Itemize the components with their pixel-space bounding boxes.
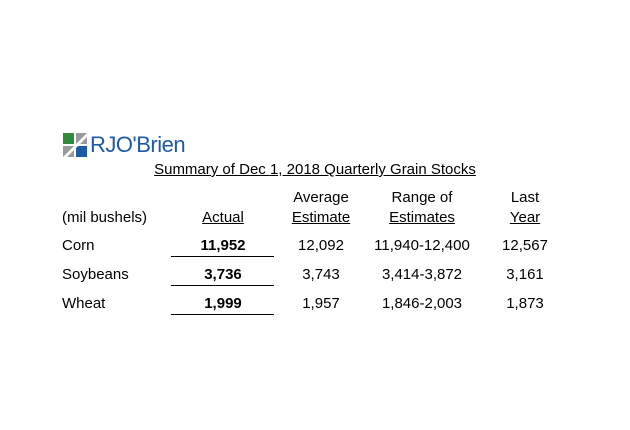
row-wheat-actual-rule xyxy=(171,314,274,315)
row-wheat-name: Wheat xyxy=(62,295,106,312)
header-last-line1: Last xyxy=(510,189,540,206)
row-corn-last: 12,567 xyxy=(502,237,548,254)
row-corn-range: 11,940-12,400 xyxy=(374,237,470,254)
logo-brien: 'Brien xyxy=(132,132,186,157)
row-soybeans-actual-rule xyxy=(171,285,274,286)
page-title xyxy=(0,161,630,179)
header-average-line2: Estimate xyxy=(291,209,351,226)
header-range-line1: Range of xyxy=(391,189,453,206)
row-soybeans-average: 3,743 xyxy=(302,266,340,283)
row-soybeans-range: 3,414-3,872 xyxy=(381,266,463,283)
row-soybeans-actual: 3,736 xyxy=(204,266,242,283)
rjo-brien-logo-icon xyxy=(63,133,87,157)
row-wheat-actual: 1,999 xyxy=(204,295,242,312)
row-corn-name: Corn xyxy=(62,237,95,254)
unit-label: (mil bushels) xyxy=(62,209,148,226)
row-wheat-average: 1,957 xyxy=(302,295,340,312)
header-range-line2: Estimates xyxy=(389,209,455,226)
rjo-brien-logo xyxy=(63,131,185,159)
header-average-line1: Average xyxy=(293,189,349,206)
row-corn-actual-rule xyxy=(171,256,274,257)
row-soybeans-last: 3,161 xyxy=(506,266,544,283)
logo-rjo: RJO xyxy=(90,132,133,157)
page-title-text: Summary of Dec 1, 2018 Quarterly Grain Stocks xyxy=(154,161,476,178)
row-soybeans-name: Soybeans xyxy=(62,266,129,283)
row-corn-actual: 11,952 xyxy=(200,237,246,254)
row-wheat-range: 1,846-2,003 xyxy=(381,295,463,312)
logo-wordmark xyxy=(90,133,185,157)
row-corn-average: 12,092 xyxy=(298,237,344,254)
header-last-line2: Year xyxy=(509,209,541,226)
header-actual: Actual xyxy=(202,209,244,226)
row-wheat-last: 1,873 xyxy=(506,295,544,312)
